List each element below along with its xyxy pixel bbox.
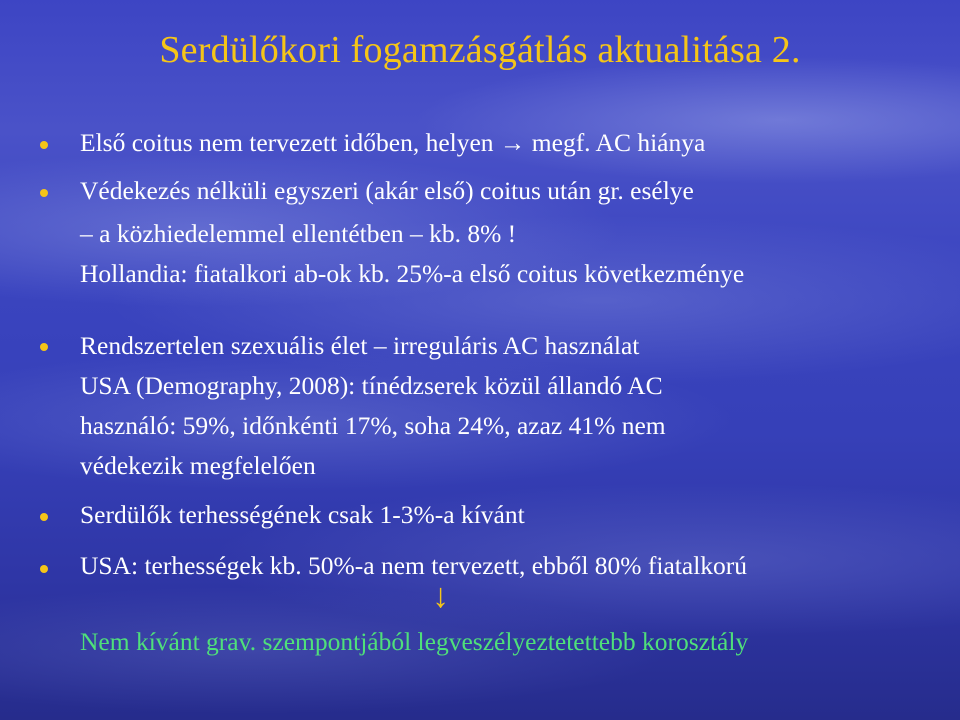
bullet-1-line-1: Első coitus nem tervezett időben, helyen → megf. AC hiánya	[80, 128, 706, 157]
bullet-2-line-2: – a közhiedelemmel ellentétben – kb. 8% !	[80, 219, 517, 248]
bullet-2-line-1: Védekezés nélküli egyszeri (akár első) coitus után gr. esélye	[80, 176, 694, 205]
bullet-2-line-3: Hollandia: fiatalkori ab-ok kb. 25%-a első coitus következménye	[80, 259, 745, 288]
bullet-3-line-3: használó: 59%, időnkénti 17%, soha 24%, azaz 41% nem	[80, 411, 666, 440]
bullet-3-line-4: védekezik megfelelően	[80, 451, 316, 480]
bullet-dot	[40, 141, 48, 149]
bullet-3-line-2: USA (Demography, 2008): tínédzserek közül állandó AC	[80, 371, 663, 400]
down-arrow-icon: ↓	[432, 578, 449, 615]
bullet-5-line-1: USA: terhességek kb. 50%-a nem tervezett, ebből 80% fiatalkorú	[80, 551, 748, 580]
slide-title: Serdülőkori fogamzásgátlás aktualitása 2.	[159, 29, 801, 71]
bullet-dot	[40, 565, 48, 573]
bullet-4-line-1: Serdülők terhességének csak 1-3%-a kívánt	[80, 500, 525, 529]
bullet-dot	[40, 513, 48, 521]
bullet-dot	[40, 189, 48, 197]
bullet-3-line-1: Rendszertelen szexuális élet – irreguláris AC használat	[80, 331, 640, 360]
bullet-dot	[40, 343, 48, 351]
conclusion-text: Nem kívánt grav. szempontjából legveszélyeztetettebb korosztály	[80, 627, 749, 656]
